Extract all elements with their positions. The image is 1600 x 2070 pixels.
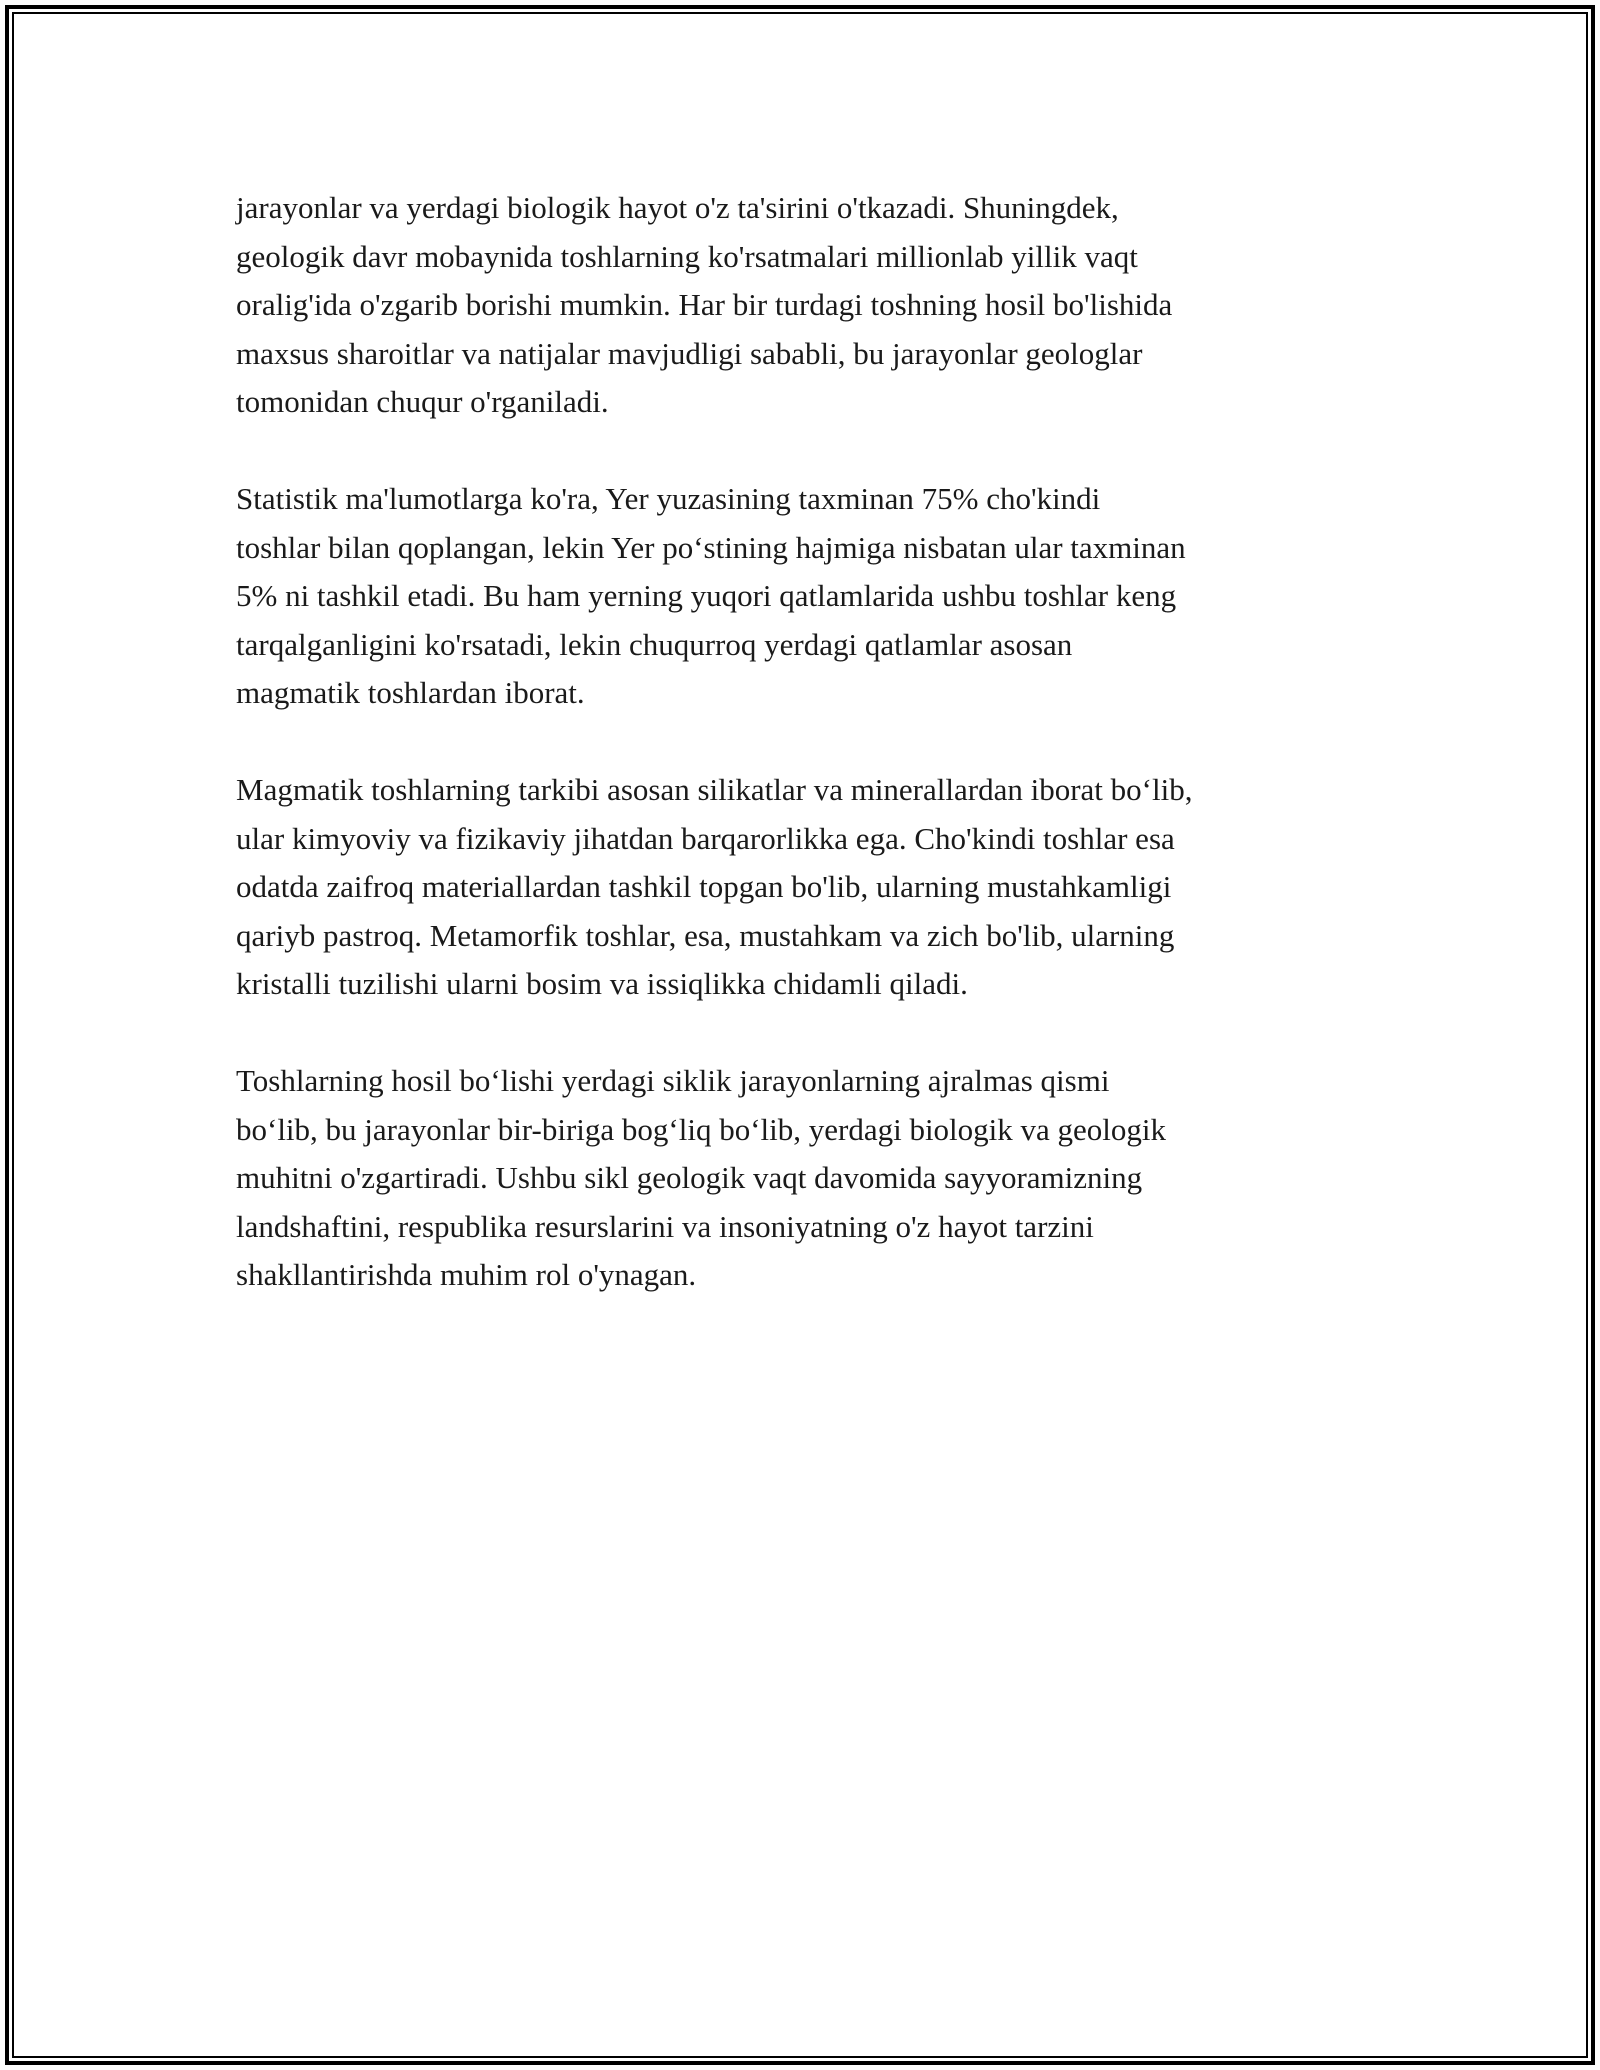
text-line: odatda zaifroq materiallardan tashkil topgan bo'lib, ularning mustahkamligi [236, 869, 1172, 904]
text-line: bo‘lib, bu jarayonlar bir-biriga bog‘liq bo‘lib, yerdagi biologik va geologik [236, 1111, 1167, 1147]
text-line: jarayonlar va yerdagi biologik hayot o'z ta'sirini o'tkazadi. Shuningdek, [236, 190, 1119, 225]
paragraph-3 [236, 766, 1396, 1009]
text-line: maxsus sharoitlar va natijalar mavjudligi sababli, bu jarayonlar geologlar [236, 335, 1143, 371]
document-body [236, 184, 1396, 1348]
text-line: kristalli tuzilishi ularni bosim va issiqlikka chidamli qiladi. [236, 966, 968, 1001]
text-line: oralig'ida o'zgarib borishi mumkin. Har bir turdagi toshning hosil bo'lishida [236, 287, 1173, 322]
text-line: toshlar bilan qoplangan, lekin Yer po‘stining hajmiga nisbatan ular taxminan [236, 529, 1186, 565]
text-line: qariyb pastroq. Metamorfik toshlar, esa, mustahkam va zich bo'lib, ularning [236, 917, 1175, 953]
text-line: Statistik ma'lumotlarga ko'ra, Yer yuzasining taxminan 75% cho'kindi [236, 481, 1101, 516]
text-line: Toshlarning hosil bo‘lishi yerdagi siklik jarayonlarning ajralmas qismi [236, 1063, 1110, 1098]
text-line: magmatik toshlardan iborat. [236, 675, 585, 710]
text-line: 5% ni tashkil etadi. Bu ham yerning yuqori qatlamlarida ushbu toshlar keng [236, 578, 1177, 613]
text-line: Magmatik toshlarning tarkibi asosan silikatlar va minerallardan iborat bo‘lib, [236, 772, 1193, 807]
text-line: tarqalganligini ko'rsatadi, lekin chuqurroq yerdagi qatlamlar asosan [236, 626, 1073, 662]
paragraph-4 [236, 1057, 1396, 1300]
paragraph-1 [236, 184, 1396, 427]
text-line: muhitni o'zgartiradi. Ushbu sikl geologik vaqt davomida sayyoramizning [236, 1160, 1143, 1195]
text-line: landshaftini, respublika resurslarini va insoniyatning o'z hayot tarzini [236, 1208, 1094, 1244]
text-line: shakllantirishda muhim rol o'ynagan. [236, 1257, 697, 1292]
paragraph-2 [236, 475, 1396, 718]
text-line: ular kimyoviy va fizikaviy jihatdan barqarorlikka ega. Cho'kindi toshlar esa [236, 820, 1175, 856]
text-line: geologik davr mobaynida toshlarning ko'rsatmalari millionlab yillik vaqt [236, 238, 1138, 274]
text-line: tomonidan chuqur o'rganiladi. [236, 384, 609, 419]
